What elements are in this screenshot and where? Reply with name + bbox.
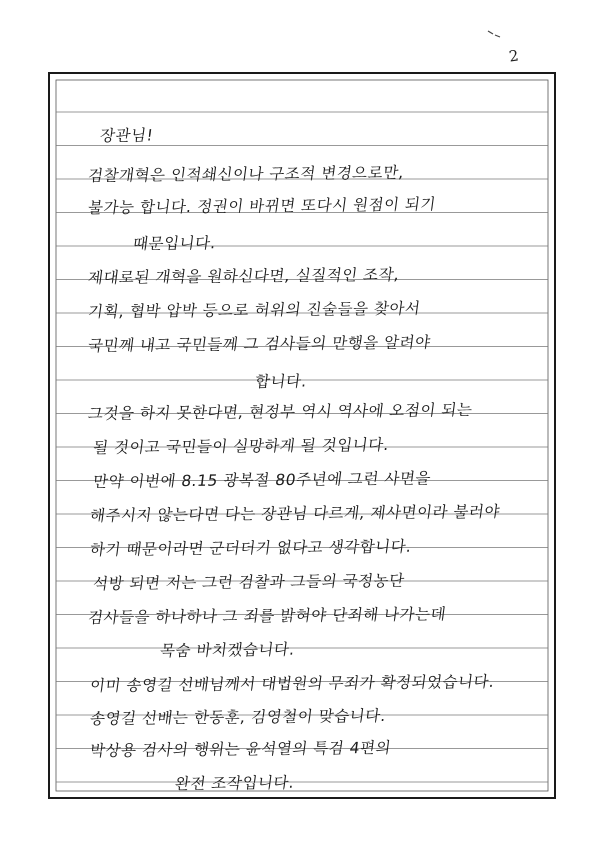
- letter-line: 검찰개혁은 인적쇄신이나 구조적 변경으로만,: [86, 163, 406, 185]
- letter-line: 불가능 합니다. 정권이 바뀌면 또다시 원점이 되기: [86, 195, 438, 217]
- letter-salutation: 장관님!: [98, 126, 155, 145]
- letter-line: 국민께 내고 국민들께 그 검사들의 만행을 알려야: [86, 333, 432, 355]
- letter-line: 합니다.: [253, 372, 309, 391]
- letter-line: 그것을 하지 못한다면, 현정부 역시 역사에 오점이 되는: [86, 400, 474, 423]
- letter-line: 하기 때문이라면 군더더기 없다고 생각합니다.: [88, 537, 413, 559]
- letter-line: 이미 송영길 선배님께서 대법원의 무죄가 확정되었습니다.: [88, 672, 496, 695]
- letter-line: 박상용 검사의 행위는 윤석열의 특검 4편의: [88, 738, 393, 760]
- letter-line: 석방 되면 저는 그런 검찰과 그들의 국정농단: [91, 571, 406, 593]
- letter-line: 검사들을 하나하나 그 죄를 밝혀야 단죄해 나가는데: [86, 605, 448, 627]
- letter-line: 때문입니다.: [131, 234, 218, 253]
- letter-closing-line: 완전 조작입니다.: [173, 773, 296, 793]
- letter-line: 송영길 선배는 한동훈, 김영철이 맞습니다.: [88, 706, 388, 728]
- letter-line: 만약 이번에 8.15 광복절 80주년에 그런 사면을: [91, 469, 433, 491]
- letter-line: 될 것이고 국민들이 실망하게 될 것입니다.: [91, 435, 391, 457]
- letter-line: 목숨 바치겠습니다.: [158, 640, 297, 660]
- corner-tick-mark: [487, 30, 501, 38]
- letter-line: 기획, 협박 압박 등으로 허위의 진술들을 찾아서: [86, 299, 422, 321]
- letter-line: 제대로된 개혁을 원하신다면, 실질적인 조작,: [86, 265, 401, 287]
- letter-line: 해주시지 않는다면 다는 장관님 다르게, 제사면이라 불러야: [88, 502, 502, 525]
- page-number: 2: [507, 46, 520, 66]
